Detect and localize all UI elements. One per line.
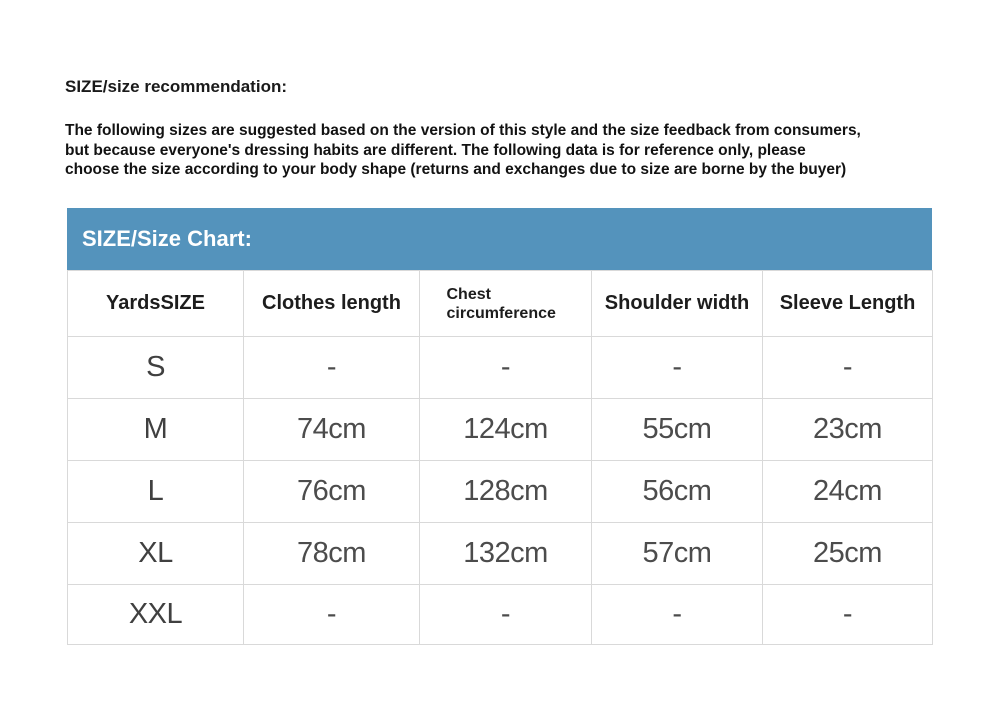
cell-chest-circumference: 128cm bbox=[420, 461, 592, 523]
cell-clothes-length: - bbox=[244, 585, 420, 645]
cell-chest-circumference: - bbox=[420, 585, 592, 645]
cell-shoulder-width: - bbox=[592, 337, 763, 399]
disclaimer-line: choose the size according to your body shape (returns and exchanges due to size are borne by the buyer) bbox=[65, 161, 847, 178]
column-header-clothes-length: Clothes length bbox=[244, 271, 420, 337]
cell-sleeve-length: - bbox=[763, 337, 933, 399]
cell-shoulder-width: 57cm bbox=[592, 523, 763, 585]
table-row-xl bbox=[68, 523, 933, 585]
table-row-l bbox=[68, 461, 933, 523]
cell-clothes-length: 78cm bbox=[244, 523, 420, 585]
cell-chest-circumference: - bbox=[420, 337, 592, 399]
cell-clothes-length: 76cm bbox=[244, 461, 420, 523]
size-chart-banner bbox=[67, 208, 932, 270]
disclaimer-line: The following sizes are suggested based on the version of this style and the size feedback from consumers, bbox=[65, 122, 861, 139]
table-row-s bbox=[68, 337, 933, 399]
cell-sleeve-length: - bbox=[763, 585, 933, 645]
cell-size-label: XXL bbox=[68, 585, 244, 645]
cell-shoulder-width: 56cm bbox=[592, 461, 763, 523]
cell-size-label: L bbox=[68, 461, 244, 523]
cell-clothes-length: - bbox=[244, 337, 420, 399]
size-chart-table bbox=[67, 270, 933, 645]
table-row-m bbox=[68, 399, 933, 461]
cell-sleeve-length: 25cm bbox=[763, 523, 933, 585]
cell-size-label: S bbox=[68, 337, 244, 399]
column-header-sleeve-length: Sleeve Length bbox=[763, 271, 933, 337]
disclaimer-line: but because everyone's dressing habits are different. The following data is for reference only, please bbox=[65, 141, 806, 159]
cell-shoulder-width: - bbox=[592, 585, 763, 645]
table-header-row bbox=[68, 271, 933, 337]
cell-size-label: M bbox=[68, 399, 244, 461]
column-header-chest-label: Chest circumference bbox=[446, 285, 556, 322]
cell-chest-circumference: 132cm bbox=[420, 523, 592, 585]
cell-sleeve-length: 23cm bbox=[763, 399, 933, 461]
cell-shoulder-width: 55cm bbox=[592, 399, 763, 461]
column-header-chest-circumference bbox=[420, 271, 592, 337]
page-title: SIZE/size recommendation: bbox=[65, 77, 287, 96]
cell-sleeve-length: 24cm bbox=[763, 461, 933, 523]
size-disclaimer-paragraph bbox=[65, 121, 861, 180]
cell-clothes-length: 74cm bbox=[244, 399, 420, 461]
column-header-size: YardsSIZE bbox=[68, 271, 244, 337]
table-row-xxl bbox=[68, 585, 933, 645]
cell-chest-circumference: 124cm bbox=[420, 399, 592, 461]
column-header-shoulder-width: Shoulder width bbox=[592, 271, 763, 337]
cell-size-label: XL bbox=[68, 523, 244, 585]
size-chart-banner-title: SIZE/Size Chart: bbox=[82, 226, 252, 251]
